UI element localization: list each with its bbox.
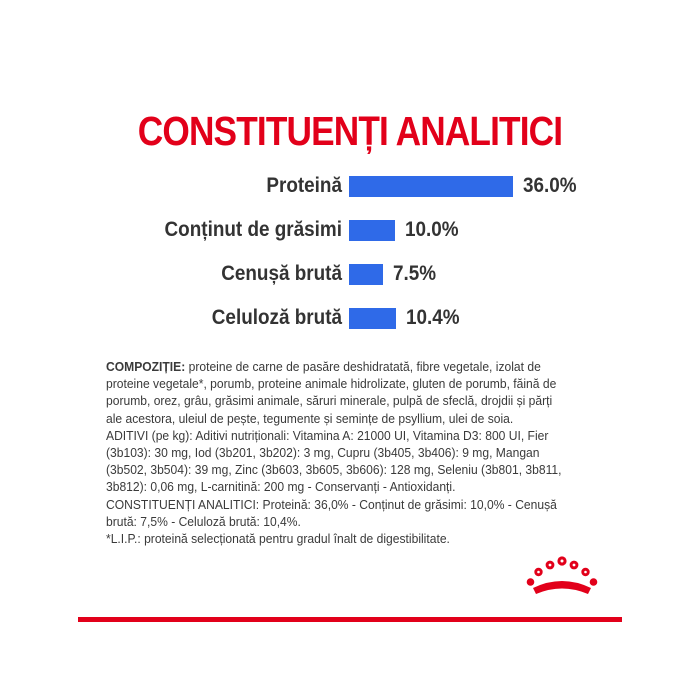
category-label: Cenușă brută <box>221 262 342 285</box>
composition-label: COMPOZIȚIE: <box>106 359 186 374</box>
bar <box>349 308 396 329</box>
bar <box>349 264 383 285</box>
crown-icon <box>526 556 598 600</box>
value-label: 10.4% <box>406 306 460 329</box>
composition-text <box>106 358 571 547</box>
chart-title: CONSTITUENȚI ANALITICI <box>137 108 563 154</box>
category-label: Proteină <box>266 174 342 197</box>
composition-footnote: *L.I.P.: proteină selecționată pentru gradul înalt de digestibilitate. <box>106 531 450 547</box>
composition-additives: ADITIVI (pe kg): Aditivi nutriționali: Vitamina A: 21000 UI, Vitamina D3: 800 UI, Fier (3b103): 30 mg, Iod (3b201, 3b202): 3 mg, Cupru (3b405, 3b406): 9 mg, Mangan (3b502, 3b504): 39 mg, Zinc (3b603, 3b605, 3b606): 128 mg, Seleniu (3b801, 3b811, 3b812): 0,06 mg, L-carnitină: 200 mg - Conservanți - Antioxidanți. <box>106 427 562 495</box>
bar <box>349 220 395 241</box>
footer-divider <box>78 617 622 622</box>
value-label: 7.5% <box>393 262 437 285</box>
composition-ingredients: proteine de carne de pasăre deshidratată, fibre vegetale, izolat de proteine vegetale*, porumb, proteine animale hidrolizate, gluten de porumb, făină de porumb, orez, grâu, grăsimi animale, săruri minerale, pulpă de sfeclă, drojdii și părți ale acestora, uleiul de pește, tegumente și semințe de psyllium, ulei de soia. <box>106 359 557 426</box>
bar-chart <box>0 0 700 340</box>
value-label: 36.0% <box>523 174 577 197</box>
bar <box>349 176 513 197</box>
composition-analytical: CONSTITUENȚI ANALITICI: Proteină: 36,0% - Conținut de grăsimi: 10,0% - Cenușă brută: 7,5% - Celuloză brută: 10,4%. <box>106 496 557 529</box>
category-label: Conținut de grăsimi <box>164 218 342 241</box>
value-label: 10.0% <box>405 218 459 241</box>
category-label: Celuloză brută <box>211 306 342 329</box>
